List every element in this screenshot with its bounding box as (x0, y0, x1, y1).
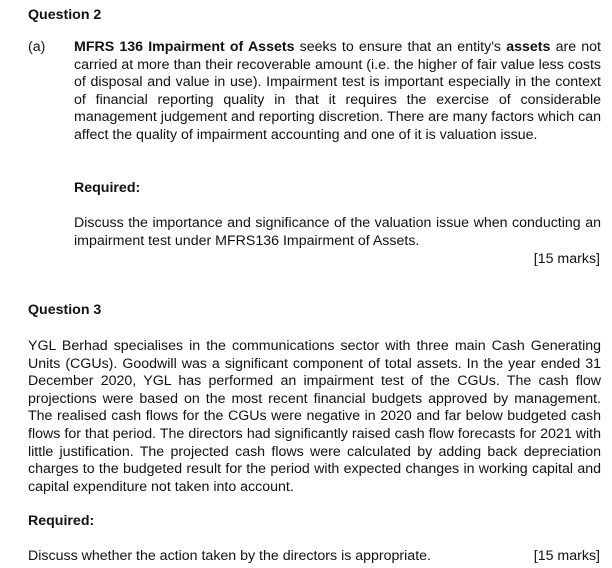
question-3-task: Discuss whether the action taken by the directors is appropriate. (28, 548, 431, 564)
question-3-marks: [15 marks] (533, 548, 600, 564)
paragraph-text-1: seeks to ensure that an entity's (294, 39, 507, 55)
question-2-required-label: Required: (74, 180, 141, 196)
question-2-marks: [15 marks] (533, 251, 600, 267)
question-2-task: Discuss the importance and significance of the valuation issue when conducting an impairment test under MFRS136 Impairment of Assets. (74, 215, 601, 249)
question-3-paragraph: YGL Berhad specialises in the communications sector with three main Cash Generating Units (CGUs). Goodwill was a significant component of total assets. In the year ended 31 December 2020, YGL has performed an impairment test of the CGUs. The cash flow projections were based on the most recent financial budgets approved by management. The realised cash flows for the CGUs were negative in 2020 and far below budgeted cash flows for that period. The directors had significantly raised cash flow forecasts for 2021 with little justification. The projected cash flows were calculated by adding back depreciation charges to the budgeted result for the period with expected changes in working capital and capital expenditure not taken into account. (28, 338, 601, 495)
part-a-label: (a) (28, 39, 46, 55)
assets-term: assets (506, 39, 551, 55)
question-2-heading: Question 2 (28, 7, 102, 23)
paragraph-text-2: are not carried at more than their recoverable amount (i.e. the higher of fair value less costs of disposal and value in use). Impairment test is important especially in the context of financial reporting quality in that it requires the exercise of considerable management judgement and reporting discretion. There are many factors which can affect the quality of impairment accounting and one of it is valuation issue. (74, 39, 602, 143)
question-3-required-label: Required: (28, 513, 95, 529)
question-2-paragraph (74, 39, 601, 145)
question-3-heading: Question 3 (28, 302, 102, 318)
standard-name: MFRS 136 Impairment of Assets (74, 39, 295, 55)
